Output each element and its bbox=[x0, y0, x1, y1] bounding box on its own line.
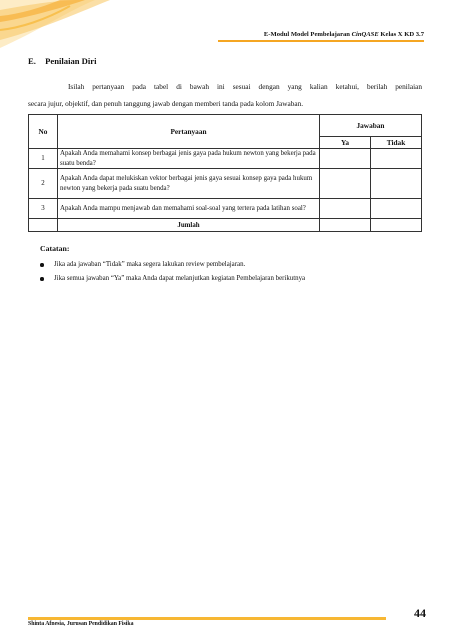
page-number: 44 bbox=[414, 606, 426, 620]
header-model: CinQASE bbox=[351, 31, 379, 38]
section-title-text: Penilaian Diri bbox=[45, 56, 97, 66]
total-yes-cell[interactable] bbox=[320, 219, 371, 232]
total-row bbox=[29, 219, 422, 232]
row-number: 2 bbox=[29, 169, 58, 199]
section-title bbox=[28, 56, 96, 66]
header-answer: Jawaban bbox=[320, 115, 422, 137]
table-row bbox=[29, 169, 422, 199]
notes-title: Catatan: bbox=[40, 244, 70, 253]
answer-yes-cell[interactable] bbox=[320, 149, 371, 169]
header-divider bbox=[218, 40, 424, 42]
total-no-cell[interactable] bbox=[371, 219, 422, 232]
header-question: Pertanyaan bbox=[58, 115, 320, 149]
answer-no-cell[interactable] bbox=[371, 169, 422, 199]
footer-divider bbox=[28, 617, 386, 620]
header-yes: Ya bbox=[320, 137, 371, 149]
answer-no-cell[interactable] bbox=[371, 149, 422, 169]
intro-line-1: Isilah pertanyaan pada tabel di bawah ini sesuai dengan yang kalian ketahui, berilah penilaian bbox=[68, 82, 422, 91]
self-assessment-table bbox=[28, 114, 422, 232]
table-row bbox=[29, 199, 422, 219]
section-letter: E. bbox=[28, 56, 36, 66]
bullet-icon bbox=[40, 263, 44, 267]
row-number: 3 bbox=[29, 199, 58, 219]
bullet-icon bbox=[40, 277, 44, 281]
table-row bbox=[29, 149, 422, 169]
answer-no-cell[interactable] bbox=[371, 199, 422, 219]
row-question: Apakah Anda memahami konsep berbagai jenis gaya pada hukum newton yang bekerja pada suatu benda? bbox=[58, 149, 320, 169]
answer-yes-cell[interactable] bbox=[320, 169, 371, 199]
footer-author: Shinta Afnesia, Jurusan Pendidikan Fisika bbox=[28, 621, 134, 627]
list-item bbox=[40, 258, 305, 272]
intro-line-2: secara jujur, objektif, dan penuh tanggung jawab dengan memberi tanda pada kolom Jawaban. bbox=[28, 99, 304, 108]
note-text: Jika ada jawaban “Tidak” maka segera lakukan review pembelajaran. bbox=[54, 261, 246, 268]
page-header bbox=[264, 31, 424, 38]
header-no: No bbox=[29, 115, 58, 149]
header-no-answer: Tidak bbox=[371, 137, 422, 149]
header-prefix: E-Modul Model Pembelajaran bbox=[263, 31, 350, 38]
row-question: Apakah Anda mampu menjawab dan memahami soal-soal yang tertera pada latihan soal? bbox=[58, 199, 320, 219]
answer-yes-cell[interactable] bbox=[320, 199, 371, 219]
header-suffix: Kelas X KD 3.7 bbox=[380, 31, 424, 38]
list-item bbox=[40, 272, 305, 286]
row-number: 1 bbox=[29, 149, 58, 169]
intro-paragraph bbox=[28, 78, 422, 112]
note-text: Jika semua jawaban “Ya” maka Anda dapat melanjutkan kegiatan Pembelajaran berikutnya bbox=[54, 275, 306, 282]
total-label: Jumlah bbox=[58, 219, 320, 232]
notes-list bbox=[40, 258, 305, 286]
corner-decoration bbox=[0, 0, 120, 60]
row-question: Apakah Anda dapat melukiskan vektor berbagai jenis gaya sesuai konsep gaya pada hukum newton yang bekerja pada suatu benda? bbox=[58, 169, 320, 199]
